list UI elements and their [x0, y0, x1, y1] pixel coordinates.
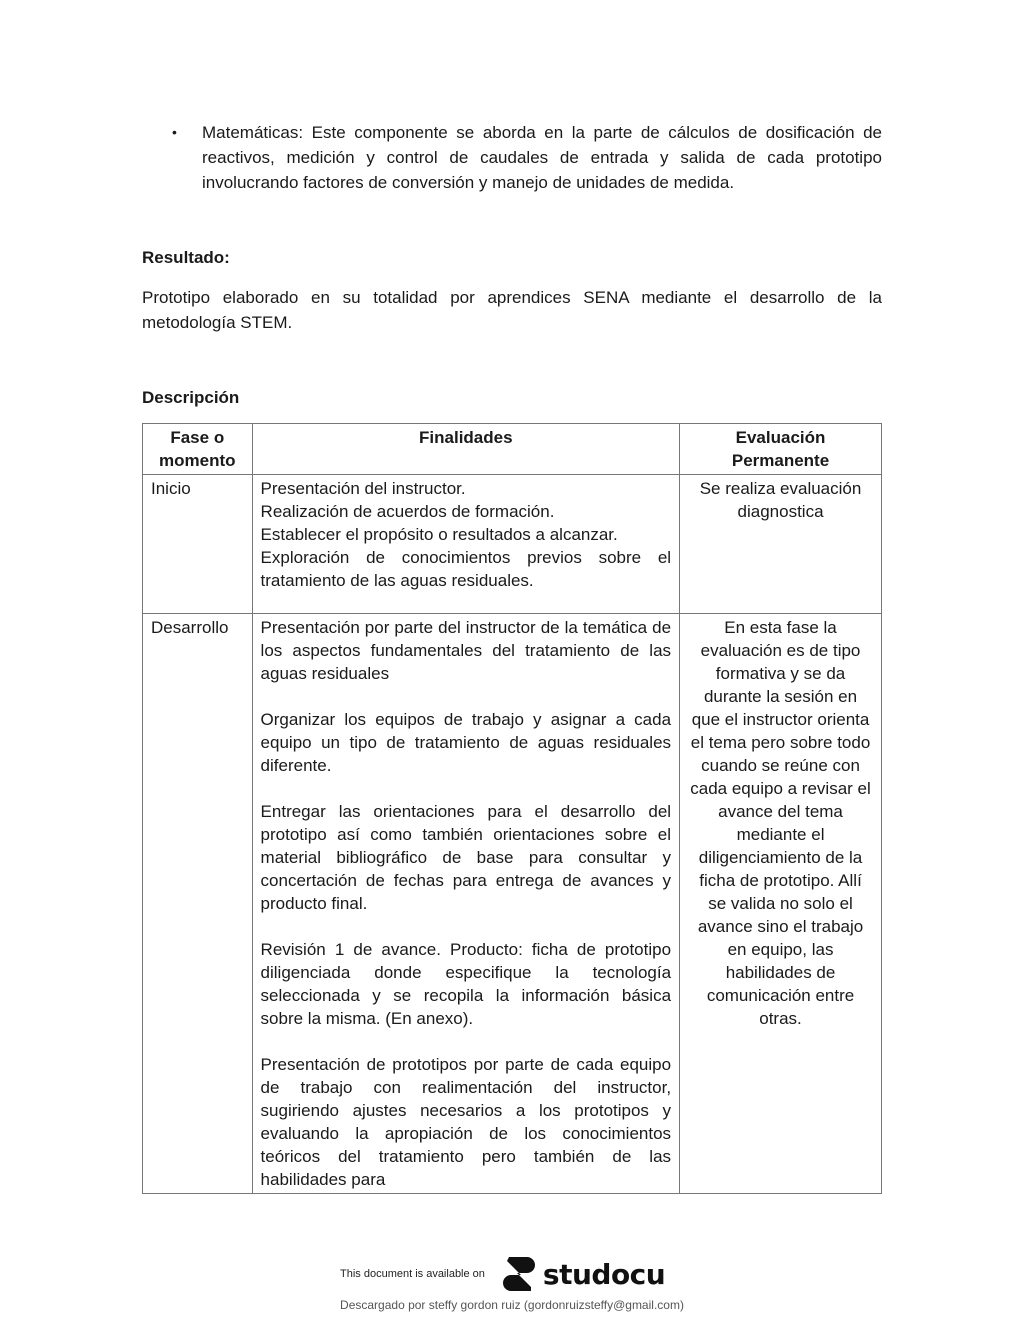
table-header-row — [143, 424, 882, 475]
description-table — [142, 423, 882, 1194]
bullet-text: Matemáticas: Este componente se aborda en la parte de cálculos de dosificación de reactivos, medición y control de caudales de entrada y salida de cada prototipo involucrando factores de conversión y manejo de unidades de medida. — [202, 123, 882, 192]
finalidad-item: Presentación del instructor. — [260, 479, 466, 498]
finalidad-item: Presentación por parte del instructor de la temática de los aspectos fundamentales del tratamiento de las aguas residuales — [260, 618, 672, 683]
table-row — [143, 475, 882, 614]
table-row — [143, 614, 882, 1194]
resultado-text: Prototipo elaborado en su totalidad por aprendices SENA mediante el desarrollo de la metodología STEM. — [142, 288, 882, 332]
finalidades-cell — [252, 475, 680, 614]
fase-cell: Desarrollo — [143, 614, 253, 1194]
finalidad-item: Revisión 1 de avance. Producto: ficha de prototipo diligenciada donde especifique la tecnología seleccionada y se recopila la información básica sobre la misma. (En anexo). — [260, 940, 672, 1028]
bullet-marker: • — [172, 124, 177, 140]
finalidad-item: Exploración de conocimientos previos sobre el tratamiento de las aguas residuales. — [260, 548, 672, 590]
fase-cell: Inicio — [143, 475, 253, 614]
finalidad-item: Presentación de prototipos por parte de cada equipo de trabajo con realimentación del instructor, sugiriendo ajustes necesarios a los prototipos y evaluando la apropiación de los conocimientos teóricos del tratamiento pero también de las habilidades para — [260, 1055, 672, 1189]
finalidad-item: Realización de acuerdos de formación. — [260, 502, 555, 521]
available-text: This document is available on — [340, 1268, 485, 1280]
finalidades-cell — [252, 614, 680, 1194]
header-finalidades: Finalidades — [252, 424, 680, 475]
header-fase: Fase o momento — [143, 424, 253, 475]
studocu-logo-icon — [503, 1255, 537, 1293]
math-bullet — [142, 120, 882, 195]
studocu-banner[interactable] — [340, 1255, 665, 1293]
finalidad-item: Establecer el propósito o resultados a alcanzar. — [260, 525, 618, 544]
evaluacion-cell: En esta fase la evaluación es de tipo formativa y se da durante la sesión en que el instructor orienta el tema pero sobre todo cuando se reúne con cada equipo a revisar el avance del tema mediante el diligenciamiento de la ficha de prototipo. Allí se valida no solo el avance sino el trabajo en equipo, las habilidades de comunicación entre otras. — [680, 614, 882, 1194]
studocu-brand[interactable] — [503, 1255, 665, 1293]
finalidad-item: Organizar los equipos de trabajo y asignar a cada equipo un tipo de tratamiento de aguas residuales diferente. — [260, 710, 672, 775]
list-item — [142, 120, 882, 195]
finalidad-item: Entregar las orientaciones para el desarrollo del prototipo así como también orientaciones sobre el material bibliográfico de base para consultar y concertación de fechas para entrega de avances y producto final. — [260, 802, 672, 913]
evaluacion-cell: Se realiza evaluación diagnostica — [680, 475, 882, 614]
resultado-heading: Resultado: — [142, 248, 230, 267]
brand-name: studocu — [542, 1257, 666, 1291]
descripcion-heading: Descripción — [142, 388, 240, 407]
downloaded-by: Descargado por steffy gordon ruiz (gordonruizsteffy@gmail.com) — [340, 1298, 684, 1312]
header-evaluacion: Evaluación Permanente — [680, 424, 882, 475]
